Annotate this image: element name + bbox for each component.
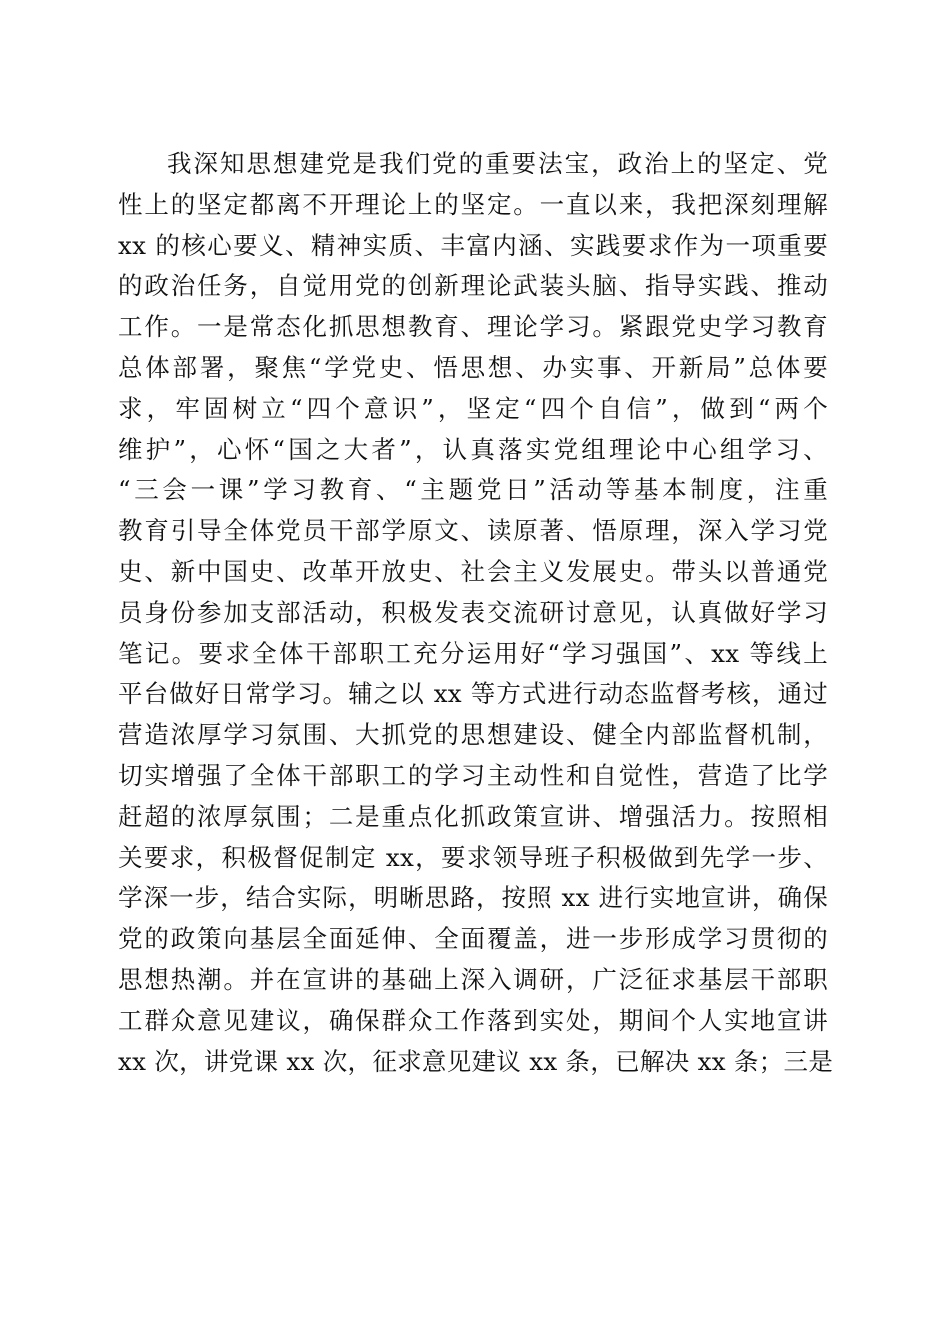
paragraph-line-19: 学深一步，结合实际，明晰思路，按照 xx 进行实地宣讲，确保 [118,883,828,913]
paragraph-line-11: 史、新中国史、改革开放史、社会主义发展史。带头以普通党 [118,556,828,586]
paragraph-line-16: 切实增强了全体干部职工的学习主动性和自觉性，营造了比学 [118,760,828,790]
paragraph-line-12: 员身份参加支部活动，积极发表交流研讨意见，认真做好学习 [118,597,828,627]
paragraph-line-20: 党的政策向基层全面延伸、全面覆盖，进一步形成学习贯彻的 [118,924,828,954]
paragraph-line-7: 求，牢固树立“四个意识”，坚定“四个自信”，做到“两个 [118,393,828,423]
paragraph-line-9: “三会一课”学习教育、“主题党日”活动等基本制度，注重 [118,475,828,505]
paragraph-line-18: 关要求，积极督促制定 xx，要求领导班子积极做到先学一步、 [118,842,828,872]
paragraph-line-14: 平台做好日常学习。辅之以 xx 等方式进行动态监督考核，通过 [118,679,828,709]
paragraph-line-21: 思想热潮。并在宣讲的基础上深入调研，广泛征求基层干部职 [118,964,828,994]
paragraph-line-8: 维护”，心怀“国之大者”，认真落实党组理论中心组学习、 [118,434,828,464]
body-paragraph [118,144,834,1082]
paragraph-line-6: 总体部署，聚焦“学党史、悟思想、办实事、开新局”总体要 [118,352,828,382]
paragraph-line-2: 性上的坚定都离不开理论上的坚定。一直以来，我把深刻理解 [118,189,828,219]
paragraph-line-17: 赶超的浓厚氛围；二是重点化抓政策宣讲、增强活力。按照相 [118,801,828,831]
paragraph-line-10: 教育引导全体党员干部学原文、读原著、悟原理，深入学习党 [118,516,828,546]
paragraph-line-5: 工作。一是常态化抓思想教育、理论学习。紧跟党史学习教育 [118,312,828,342]
paragraph-line-13: 笔记。要求全体干部职工充分运用好“学习强国”、xx 等线上 [118,638,828,668]
paragraph-line-1: 我深知思想建党是我们党的重要法宝，政治上的坚定、党 [167,149,828,178]
paragraph-line-22: 工群众意见建议，确保群众工作落到实处，期间个人实地宣讲 [118,1005,828,1035]
paragraph-line-23: xx 次，讲党课 xx 次，征求意见建议 xx 条，已解决 xx 条；三是 [118,1046,834,1076]
paragraph-line-3: xx 的核心要义、精神实质、丰富内涵、实践要求作为一项重要 [118,230,828,260]
paragraph-line-15: 营造浓厚学习氛围、大抓党的思想建设、健全内部监督机制， [118,720,828,750]
paragraph-line-4: 的政治任务，自觉用党的创新理论武装头脑、指导实践、推动 [118,271,828,301]
